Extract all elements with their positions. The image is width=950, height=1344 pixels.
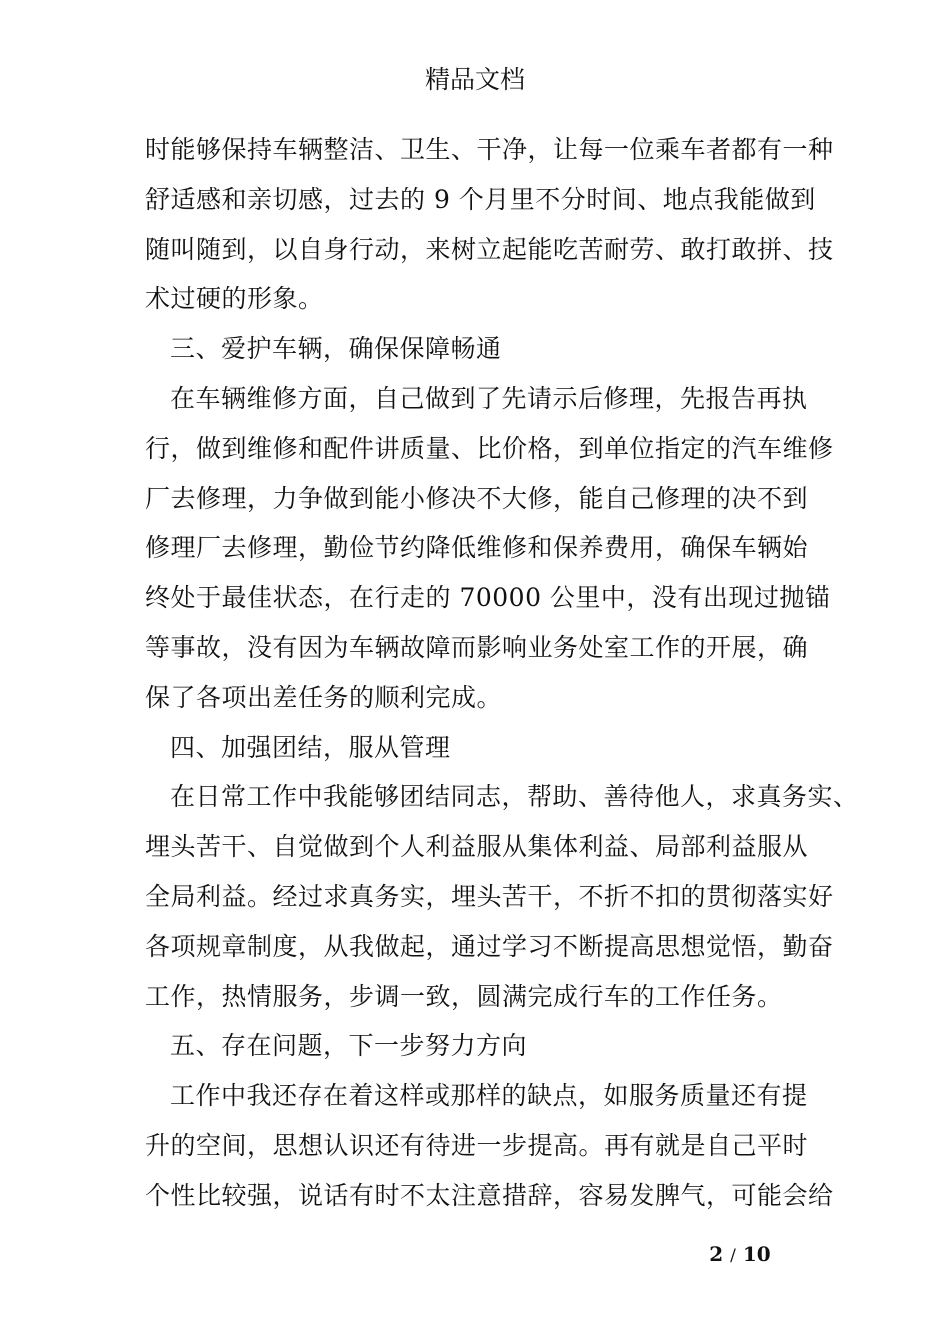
text-line: 在车辆维修方面，自己做到了先请示后修理，先报告再执 [170, 383, 808, 413]
text-line: 升的空间，思想认识还有待进一步提高。再有就是自己平时 [145, 1130, 809, 1160]
text-line: 术过硬的形象。 [145, 284, 324, 314]
text-line: 舒适感和亲切感，过去的 9 个月里不分时间、地点我能做到 [145, 184, 816, 214]
text-line: 工作，热情服务，步调一致，圆满完成行车的工作任务。 [145, 981, 783, 1011]
text-line: 三、爱护车辆，确保保障畅通 [170, 334, 502, 364]
text-line: 等事故，没有因为车辆故障而影响业务处室工作的开展，确 [145, 632, 809, 662]
text-line: 在日常工作中我能够团结同志，帮助、善待他人，求真务实、 [170, 782, 859, 812]
page-current: 2 [709, 1242, 724, 1266]
text-line: 行，做到维修和配件讲质量、比价格，到单位指定的汽车维修 [145, 433, 834, 463]
text-line: 四、加强团结，服从管理 [170, 732, 451, 762]
text-line: 终处于最佳状态，在行走的 70000 公里中，没有出现过抛锚 [145, 583, 831, 613]
text-line: 厂去修理，力争做到能小修决不大修，能自己修理的决不到 [145, 483, 809, 513]
text-line: 时能够保持车辆整洁、卫生、干净，让每一位乘车者都有一种 [145, 135, 834, 164]
text-line: 工作中我还存在着这样或那样的缺点，如服务质量还有提 [170, 1081, 808, 1111]
page-header: 精品文档 [424, 65, 525, 94]
document-body [145, 130, 859, 1226]
text-line: 个性比较强，说话有时不太注意措辞，容易发脾气，可能会给 [145, 1180, 834, 1210]
text-line: 埋头苦干、自觉做到个人利益服从集体利益、局部利益服从 [145, 832, 809, 862]
text-line: 各项规章制度，从我做起，通过学习不断提高思想觉悟，勤奋 [145, 931, 834, 961]
page-separator: / [730, 1246, 736, 1266]
page-total: 10 [742, 1242, 771, 1266]
text-line: 随叫随到，以自身行动，来树立起能吃苦耐劳、敢打敢拼、技 [145, 234, 834, 264]
text-line: 五、存在问题，下一步努力方向 [170, 1031, 528, 1061]
text-line: 修理厂去修理，勤俭节约降低维修和保养费用，确保车辆始 [145, 533, 809, 563]
page-number [690, 1240, 790, 1270]
text-line: 全局利益。经过求真务实，埋头苦干，不折不扣的贯彻落实好 [145, 881, 834, 911]
text-line: 保了各项出差任务的顺利完成。 [145, 682, 503, 712]
